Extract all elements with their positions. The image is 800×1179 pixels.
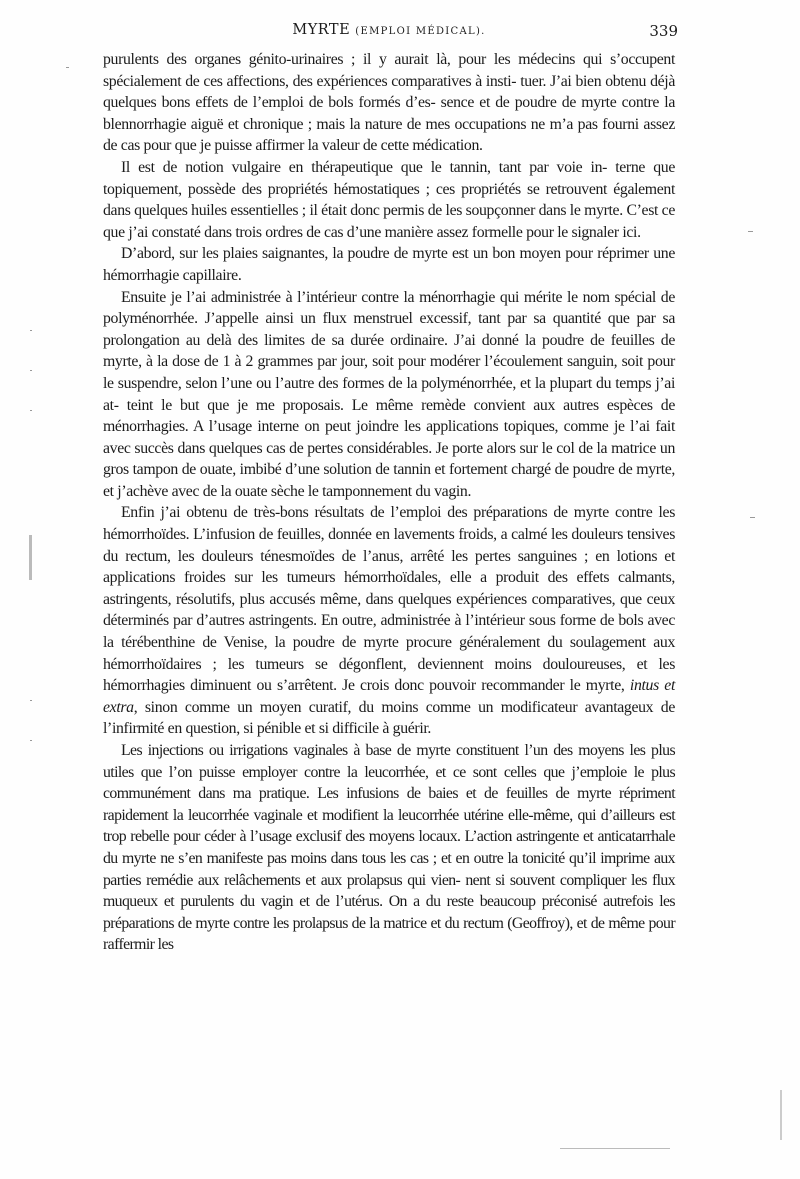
page-number: 339 bbox=[649, 22, 678, 40]
scan-mark bbox=[30, 700, 32, 701]
text-line: réprimer une hémorrhagie capillaire. bbox=[103, 245, 675, 284]
text-line: arrêté les pertes sanguines ; en lotions et applications froides sur les tumeurs bbox=[103, 547, 675, 587]
text-line: contre les hémorrhoïdes. L’infusion de feuilles, donnée en lavements froids, bbox=[103, 504, 675, 544]
text-line: du myrte ne s’en manifeste pas moins dans tous les cas ; et en outre la tonicité bbox=[103, 849, 565, 867]
text-line: terne que topiquement, possède des propriétés hémostatiques ; ces propriétés bbox=[103, 158, 675, 198]
running-title-main: MYRTE bbox=[292, 22, 351, 38]
text-line: , sinon comme un moyen curatif, du bbox=[133, 698, 374, 716]
text-line: jour, soit pour modérer l’écoulement sanguin, soit pour le suspendre, selon bbox=[103, 353, 675, 392]
text-line: baies et de feuilles de myrte répriment rapidement la leucorrhée vaginale et bbox=[103, 785, 675, 824]
text-line: On a du reste beaucoup préconisé autrefois les préparations de myrte contre les bbox=[103, 893, 675, 932]
paragraph-blennorrhagie bbox=[103, 49, 675, 157]
text-line: D’abord, sur les plaies saignantes, la poudre de myrte est un bon moyen pour bbox=[121, 245, 593, 263]
text-line: solution de tannin et fortement chargé de poudre de myrte, et j’achève avec de bbox=[103, 461, 675, 500]
paragraph-plaies bbox=[103, 243, 675, 286]
text-line: affirmer la valeur de cette médication. bbox=[255, 137, 483, 155]
text-line: s’occupent spécialement de ces affections, des expériences comparatives à insti- bbox=[103, 51, 675, 90]
text-line: Ensuite je l’ai administrée à l’intérieur contre la ménorrhagie qui mérite le bbox=[121, 288, 578, 306]
text-line: par d’autres astringents. En outre, administrée à l’intérieur sous forme de bols bbox=[173, 612, 644, 630]
paragraph-menorrhagie bbox=[103, 287, 675, 503]
text-line: recommander le myrte, bbox=[481, 677, 630, 695]
body-text bbox=[103, 49, 675, 956]
text-line: celles que j’emploie le plus communément dans ma pratique. Les infusions de bbox=[103, 763, 675, 803]
scan-mark bbox=[30, 370, 32, 371]
text-line: l’une ou l’autre des formes de la polyménorrhée, et la plupart du temps j’ai at- bbox=[103, 374, 675, 414]
text-line: moins comme un modificateur avantageux de l’infirmité en question, si pénible bbox=[103, 698, 676, 738]
text-line: et si difficile à guérir. bbox=[304, 720, 432, 738]
text-line: Enfin j’ai obtenu de très-bons résultats de l’emploi des préparations de myrte bbox=[121, 504, 609, 522]
text-line: teint le but que je me proposais. Le même remède convient aux autres espèces bbox=[126, 396, 653, 414]
scan-mark bbox=[30, 740, 32, 741]
paragraph-tannin bbox=[103, 157, 675, 243]
running-head bbox=[100, 22, 678, 44]
scan-mark bbox=[750, 517, 755, 518]
scan-mark bbox=[30, 410, 32, 411]
scan-mark bbox=[748, 231, 753, 232]
text-line: cas d’une manière assez formelle pour le signaler ici. bbox=[324, 223, 641, 241]
text-line: comme je l’ai fait avec succès dans quelques cas de pertes considérables. Je bbox=[103, 418, 675, 457]
text-line: purulents des organes génito-urinaires ; il y aurait là, pour les médecins qui bbox=[103, 51, 603, 68]
text-line: qu’il imprime aux parties remédie aux relâchements et aux prolapsus qui vien- bbox=[103, 849, 675, 889]
text-line: se retrouvent également dans quelques huiles essentielles ; il était donc permis bbox=[103, 180, 675, 220]
text-line: Les injections ou irrigations vaginales à base de myrte constituent l’un des bbox=[121, 742, 573, 759]
text-line: douloureuses, et les hémorrhagies diminuent ou s’arrêtent. Je crois donc pouvoir bbox=[103, 655, 675, 695]
text-line: J’ai donné la poudre de feuilles de myrte, à la dose de 1 à 2 grammes par bbox=[103, 331, 675, 371]
text-line: Il est de notion vulgaire en thérapeutique que le tannin, tant par voie in- bbox=[121, 158, 608, 176]
text-line: de les soupçonner dans le myrte. C’est ce que j’ai constaté dans trois ordres de bbox=[103, 202, 675, 241]
scan-mark bbox=[780, 1090, 782, 1140]
text-line: modifient la leucorrhée utérine elle-même, qui d’ailleurs est trop rebelle pour bbox=[103, 806, 675, 846]
italic-phrase: intus et extra bbox=[103, 677, 675, 716]
text-line: porte alors sur le col de la matrice un gros tampon de ouate, imbibé d’une bbox=[103, 439, 675, 479]
paragraph-hemorrhoides bbox=[103, 502, 675, 740]
text-line: accusés même, dans quelques expériences comparatives, que ceux déterminés bbox=[103, 590, 675, 630]
scan-mark bbox=[66, 67, 69, 68]
text-line: par sa quantité que par sa prolongation au delà des limites de sa durée ordinaire. bbox=[103, 310, 675, 349]
text-line: sence et de poudre de myrte contre la blennorrhagie aiguë et chronique ; mais bbox=[103, 94, 675, 133]
text-line: moyens les plus utiles que l’on puisse employer contre la leucorrhée, et ce sont bbox=[103, 742, 675, 781]
running-title-subtitle: (EMPLOI MÉDICAL). bbox=[355, 26, 486, 37]
text-line: de ménorrhagies. A l’usage interne on peut joindre les applications topiques, bbox=[103, 396, 675, 436]
scan-mark bbox=[560, 1148, 670, 1149]
text-line: hémorrhoïdales, elle a produit des effets calmants, astringents, résolutifs, plus bbox=[103, 569, 675, 608]
paragraph-leucorrhee bbox=[103, 740, 675, 956]
text-line: tuer. J’ai bien obtenu déjà quelques bons effets de l’emploi de bols formés d’es- bbox=[103, 72, 675, 112]
text-line: avec la térébenthine de Venise, la poudre de myrte procure généralement du bbox=[103, 612, 676, 652]
text-line: soulagement aux hémorrhoïdaires ; les tumeurs se dégonflent, deviennent moins bbox=[103, 634, 675, 673]
text-line: nent si souvent compliquer les flux muqueux et purulents du vagin et de l’utérus. bbox=[103, 871, 675, 911]
running-title bbox=[100, 22, 678, 38]
text-line: céder à l’usage exclusif des moyens locaux. L’action astringente et anticatarrhale bbox=[204, 828, 675, 846]
text-line: la ouate sèche le tamponnement du vagin. bbox=[220, 482, 472, 500]
scan-mark bbox=[29, 535, 32, 580]
text-line: nom spécial de polyménorrhée. J’appelle ainsi un flux menstruel excessif, tant bbox=[103, 288, 675, 328]
text-line: la nature de mes occupations ne m’a pas fourni assez de cas pour que je puisse bbox=[103, 115, 675, 155]
text-line: prolapsus de la matrice et du rectum (Geoffroy), et de même pour raffermir les bbox=[103, 914, 676, 954]
scan-mark bbox=[30, 330, 32, 331]
text-line: a calmé les douleurs tensives du rectum, les douleurs ténesmoïdes de l’anus, bbox=[103, 526, 676, 565]
